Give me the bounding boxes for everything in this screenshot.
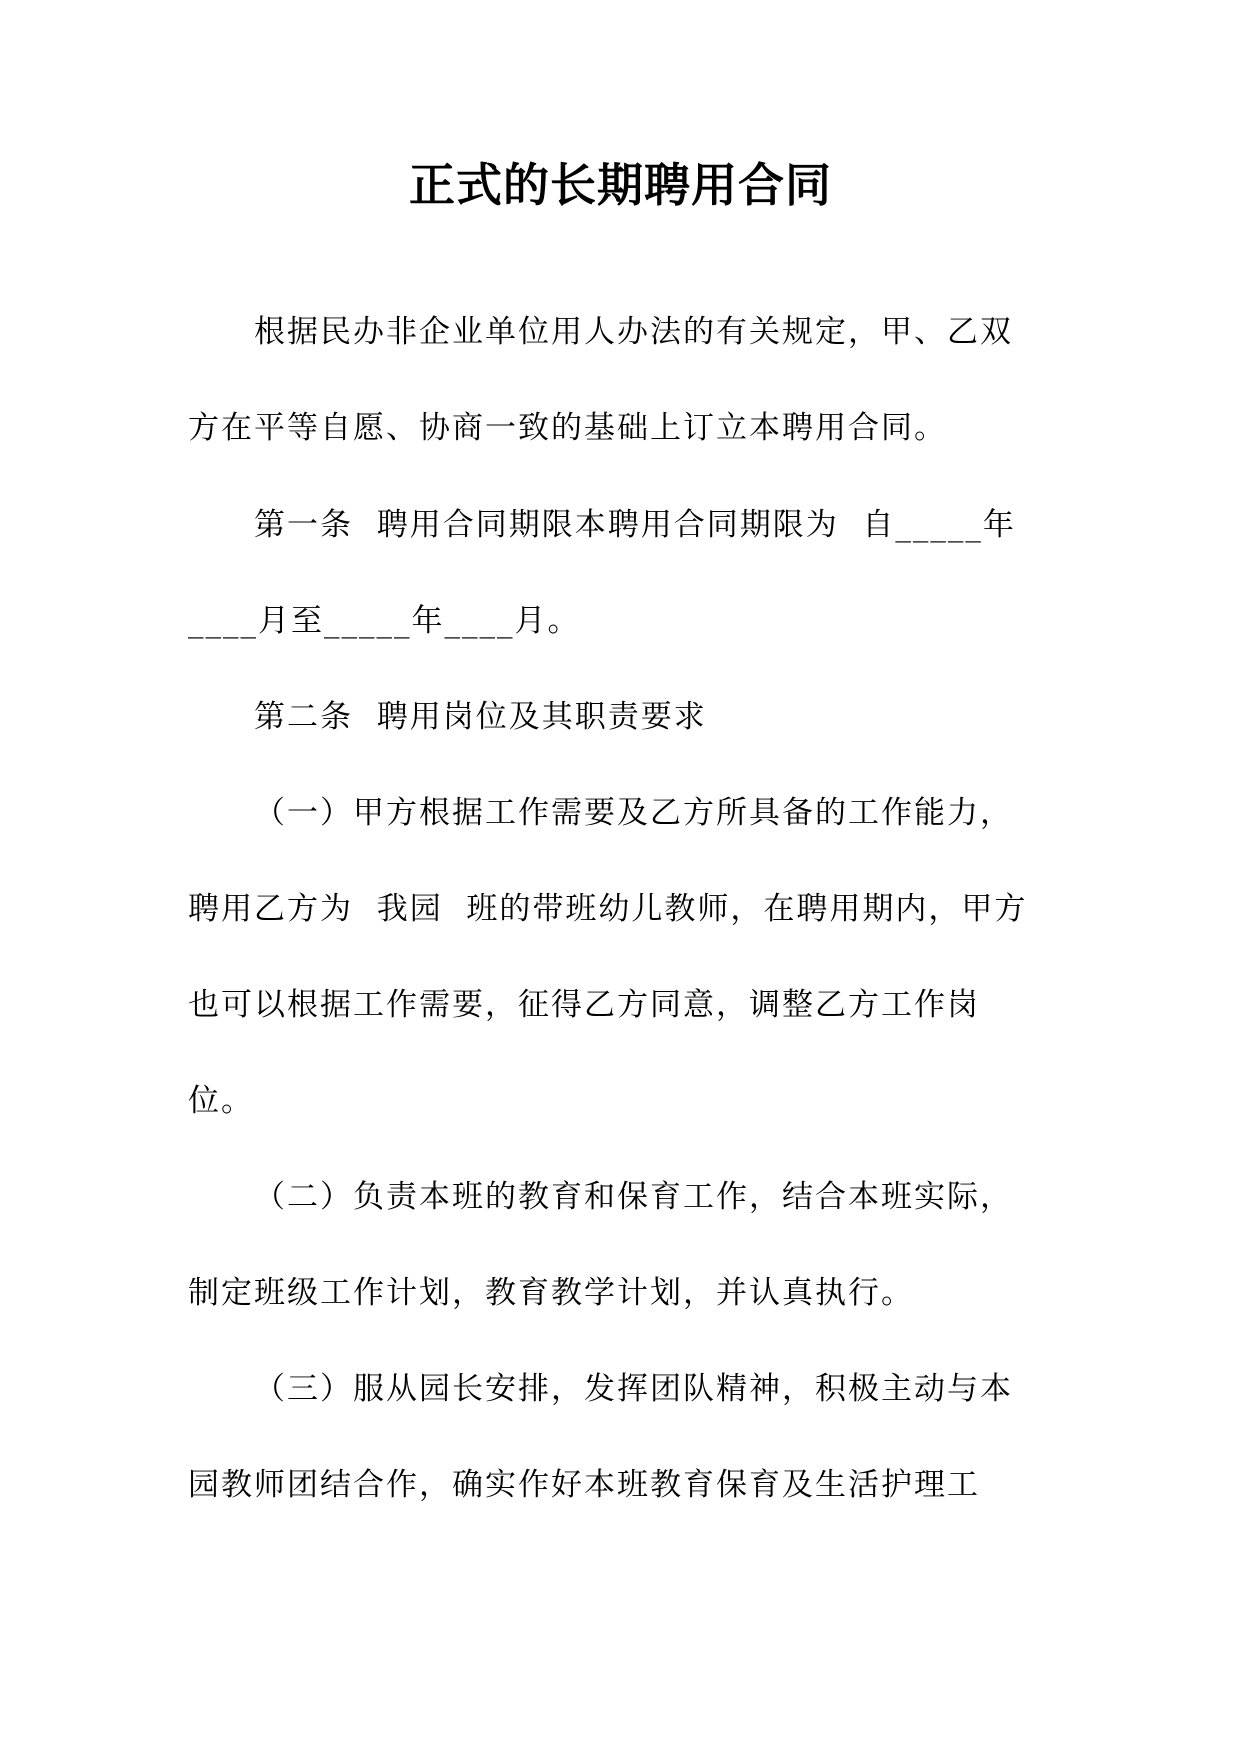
clause-2-line: 制定班级工作计划，教育教学计划，并认真执行。 [188,1275,914,1311]
article-1-line: 第一条 聘用合同期限本聘用合同期限为 自_____年 [254,507,1016,543]
clause-1-line: 位。 [188,1083,254,1119]
clause-2-line: （二）负责本班的教育和保育工作，结合本班实际， [254,1179,1013,1215]
clause-1-line: 也可以根据工作需要，征得乙方同意，调整乙方工作岗 [188,987,980,1023]
clause-3-line: （三）服从园长安排，发挥团队精神，积极主动与本 [254,1371,1013,1407]
paragraph-line: 根据民办非企业单位用人办法的有关规定，甲、乙双 [254,314,1013,350]
article-1-line: ____月至_____年____月。 [188,603,581,639]
paragraph-line: 方在平等自愿、协商一致的基础上订立本聘用合同。 [188,410,947,446]
document-title: 正式的长期聘用合同 [409,158,832,212]
clause-3-line: 园教师团结合作，确实作好本班教育保育及生活护理工 [188,1467,980,1503]
clause-1-line: 聘用乙方为 我园 班的带班幼儿教师，在聘用期内，甲方 [188,891,1028,927]
clause-1-line: （一）甲方根据工作需要及乙方所具备的工作能力， [254,795,1013,831]
article-2-heading: 第二条 聘用岗位及其职责要求 [254,699,707,735]
